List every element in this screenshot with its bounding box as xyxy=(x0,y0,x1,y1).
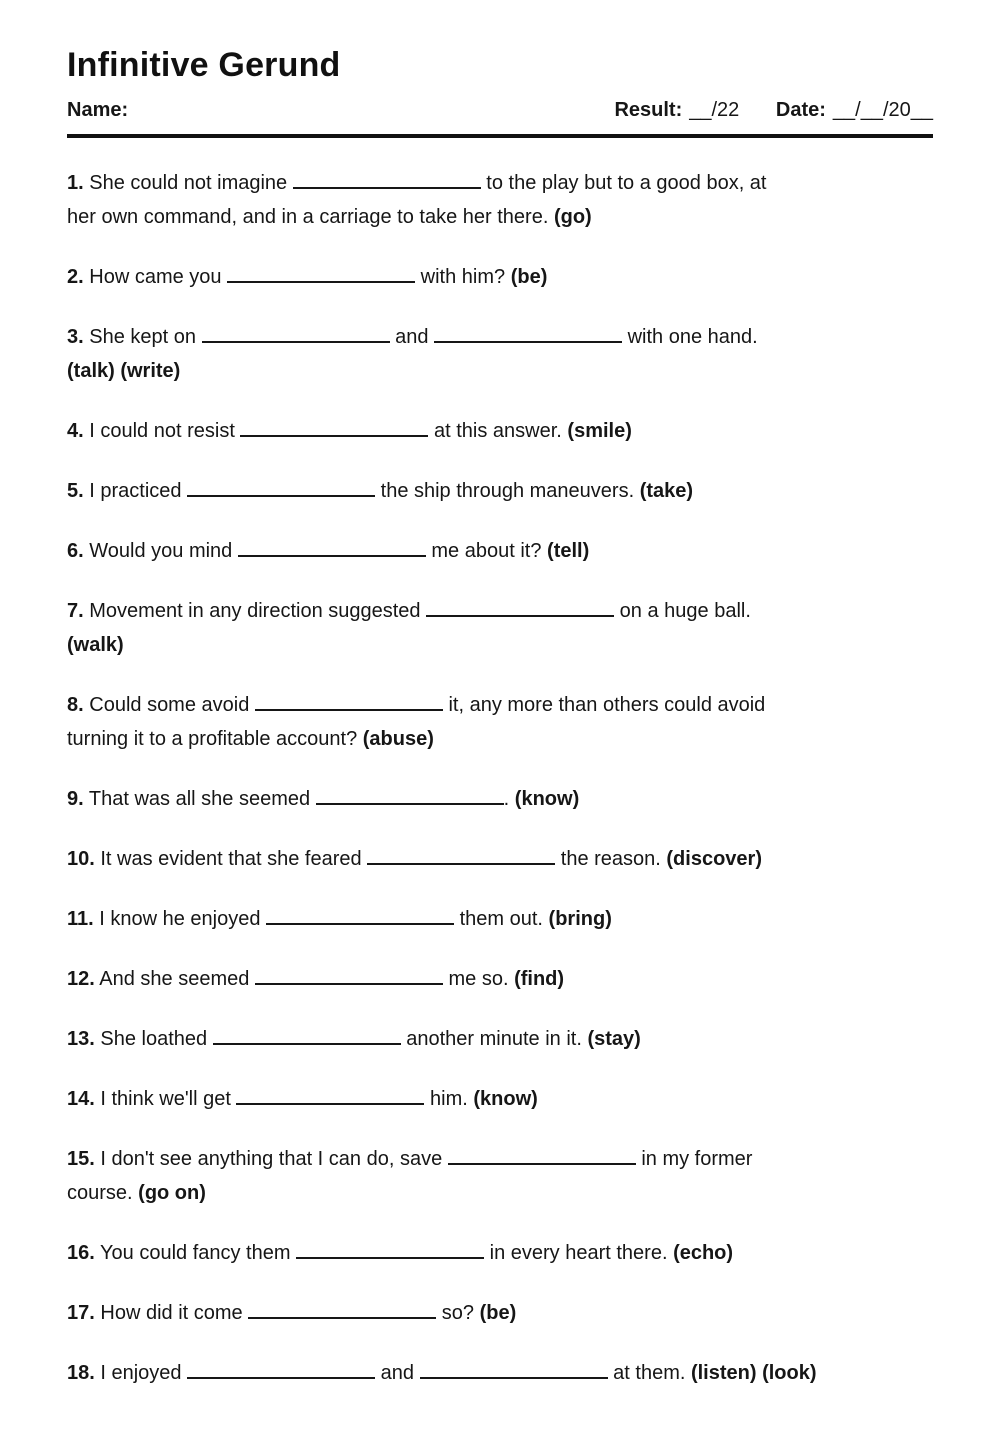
answer-blank xyxy=(420,1362,608,1379)
verb-hint: (echo) xyxy=(673,1242,734,1264)
worksheet-header xyxy=(67,46,933,138)
question-number: 17. xyxy=(67,1302,95,1324)
question-list xyxy=(67,166,933,1390)
answer-blank xyxy=(187,1362,375,1379)
question-14: 14. I think we'll get him. (know) xyxy=(67,1088,538,1110)
answer-blank xyxy=(255,694,443,711)
question-number: 1. xyxy=(67,172,84,194)
question-8: 8. Could some avoid it, any more than others could avoid turning it to a profitable account? (abuse) xyxy=(67,694,766,750)
verb-hint: (be) xyxy=(510,266,548,288)
question-4: 4. I could not resist at this answer. (smile) xyxy=(67,420,632,442)
result-value: __/22 xyxy=(689,99,740,121)
verb-hint: (take) xyxy=(639,480,694,502)
question-number: 10. xyxy=(67,848,95,870)
question-number: 8. xyxy=(67,694,84,716)
question-7: 7. Movement in any direction suggested on a huge ball. (walk) xyxy=(67,600,751,656)
answer-blank xyxy=(255,968,443,985)
question-10: 10. It was evident that she feared the reason. (discover) xyxy=(67,848,762,870)
verb-hint: (talk) (write) xyxy=(67,360,181,382)
question-number: 6. xyxy=(67,540,84,562)
answer-blank xyxy=(238,540,426,557)
question-number: 7. xyxy=(67,600,84,622)
answer-blank xyxy=(367,848,555,865)
answer-blank xyxy=(187,480,375,497)
answer-blank xyxy=(227,266,415,283)
verb-hint: (know) xyxy=(473,1088,538,1110)
question-1: 1. She could not imagine to the play but to a good box, at her own command, and in a carriage to take her there. (go) xyxy=(67,172,767,228)
verb-hint: (smile) xyxy=(567,420,632,442)
result-label: Result: xyxy=(614,99,683,121)
date-value: __/__/20__ xyxy=(832,99,933,121)
answer-blank xyxy=(316,788,504,805)
answer-blank xyxy=(202,326,390,343)
verb-hint: (stay) xyxy=(587,1028,641,1050)
verb-hint: (listen) (look) xyxy=(690,1362,817,1384)
verb-hint: (tell) xyxy=(547,540,590,562)
answer-blank xyxy=(434,326,622,343)
question-15: 15. I don't see anything that I can do, save in my former course. (go on) xyxy=(67,1148,753,1204)
answer-blank xyxy=(448,1148,636,1165)
verb-hint: (know) xyxy=(514,788,580,810)
question-13: 13. She loathed another minute in it. (stay) xyxy=(67,1028,641,1050)
question-number: 18. xyxy=(67,1362,95,1384)
answer-blank xyxy=(248,1302,436,1319)
verb-hint: (walk) xyxy=(67,634,124,656)
verb-hint: (go on) xyxy=(138,1182,206,1204)
question-number: 9. xyxy=(67,788,84,810)
date-label: Date: xyxy=(775,99,826,121)
question-number: 4. xyxy=(67,420,84,442)
meta-right xyxy=(614,99,933,122)
question-9: 9. That was all she seemed . (know) xyxy=(67,788,580,810)
answer-blank xyxy=(236,1088,424,1105)
question-number: 5. xyxy=(67,480,84,502)
question-2: 2. How came you with him? (be) xyxy=(67,266,548,288)
result-group xyxy=(614,99,744,121)
question-number: 3. xyxy=(67,326,84,348)
answer-blank xyxy=(240,420,428,437)
worksheet-page xyxy=(67,46,933,1390)
meta-row xyxy=(67,99,933,122)
verb-hint: (bring) xyxy=(548,908,612,930)
answer-blank xyxy=(266,908,454,925)
question-number: 12. xyxy=(67,968,95,990)
question-17: 17. How did it come so? (be) xyxy=(67,1302,517,1324)
question-12: 12. And she seemed me so. (find) xyxy=(67,968,565,990)
verb-hint: (find) xyxy=(514,968,565,990)
header-divider xyxy=(67,134,933,138)
verb-hint: (discover) xyxy=(666,848,762,870)
question-number: 2. xyxy=(67,266,84,288)
question-5: 5. I practiced the ship through maneuvers. (take) xyxy=(67,480,694,502)
date-group xyxy=(776,99,933,121)
question-number: 13. xyxy=(67,1028,95,1050)
answer-blank xyxy=(213,1028,401,1045)
question-number: 14. xyxy=(67,1088,95,1110)
question-11: 11. I know he enjoyed them out. (bring) xyxy=(67,908,612,930)
question-number: 16. xyxy=(67,1242,95,1264)
name-label: Name: xyxy=(67,99,129,121)
page-title: Infinitive Gerund xyxy=(67,46,341,84)
question-number: 11. xyxy=(67,908,94,930)
answer-blank xyxy=(293,172,481,189)
answer-blank xyxy=(426,600,614,617)
question-number: 15. xyxy=(67,1148,95,1170)
verb-hint: (be) xyxy=(479,1302,517,1324)
question-3: 3. She kept on and with one hand. (talk) (write) xyxy=(67,326,758,382)
verb-hint: (go) xyxy=(553,206,592,228)
question-18: 18. I enjoyed and at them. (listen) (look) xyxy=(67,1362,817,1384)
answer-blank xyxy=(296,1242,484,1259)
verb-hint: (abuse) xyxy=(362,728,434,750)
question-6: 6. Would you mind me about it? (tell) xyxy=(67,540,590,562)
question-16: 16. You could fancy them in every heart there. (echo) xyxy=(67,1242,734,1264)
